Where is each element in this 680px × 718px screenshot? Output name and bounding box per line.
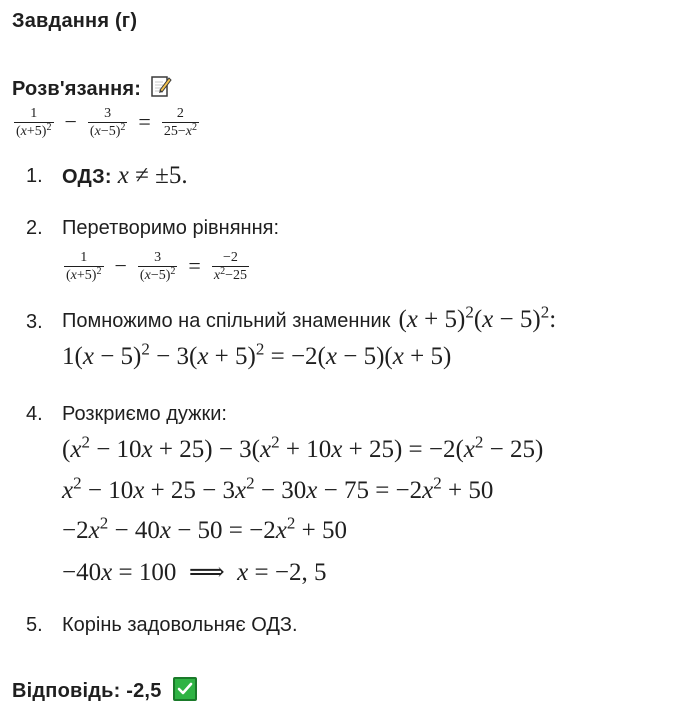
fraction: $\frac{3}{(x-5)^2}$ [139,250,176,283]
check-mark-button-icon [173,677,197,701]
step-text: Помножимо на спільний знаменник [62,310,391,332]
task-title: Завдання (г) [12,10,138,32]
step-number: 1. [26,165,43,187]
odz-label: ОДЗ: [62,166,112,188]
step-text: Розкриємо дужки: [62,403,227,425]
step-number: 3. [26,311,43,333]
step-4-line-4: −40x = 100 ⟹ x = −2, 5 [62,559,327,586]
step-4-line-3: $-2x^2 - 40x - 50 = -2x^2 + 50$ [62,513,347,544]
fraction: $\frac{2}{25-x^2}$ [163,106,198,139]
fraction: $\frac{1}{(x+5)^2}$ [66,250,102,283]
step-4-line-1: $(x^2 - 10x + 25) - 3(x^2 + 10x + 25) = -2(x^2 - 25)$ [62,432,544,463]
solution-heading [12,74,171,101]
fraction: $\frac{1}{(x+5)^2}$ [16,106,52,139]
memo-icon [151,74,171,96]
main-equation: $\frac{1}{(x+5)^2}$ − $\frac{3}{(x-5)^2}$ = $\frac{2}{25-x^2}$ [16,106,198,139]
step-number: 5. [26,614,43,636]
step-3-header [62,302,557,334]
step-number: 2. [26,217,43,239]
fraction: $\frac{-2}{x^2-25}$ [213,250,248,283]
step-3-line: $1(x - 5)^2 - 3(x + 5)^2 = -2(x - 5)(x + 5)$ [62,339,452,370]
fraction: $\frac{3}{(x-5)^2}$ [89,106,126,139]
common-denominator: $(x + 5)^2(x - 5)^2$: [398,302,557,333]
step-4-line-2: $x^2 - 10x + 25 - 3x^2 - 30x - 75 = -2x^2 + 50$ [62,473,494,504]
step-text: Перетворимо рівняння: [62,217,280,239]
solution-label: Розв'язання: [12,78,142,100]
step-text: Корінь задовольняє ОДЗ. [62,614,298,636]
step-1 [62,162,188,190]
answer-label: Відповідь: -2,5 [12,680,162,702]
step-number: 4. [26,403,43,425]
odz-math: x ≠ ±5. [117,162,188,189]
answer [12,677,197,703]
step-2-equation: $\frac{1}{(x+5)^2}$ − $\frac{3}{(x-5)^2}$ = $\frac{-2}{x^2-25}$ [66,250,248,283]
